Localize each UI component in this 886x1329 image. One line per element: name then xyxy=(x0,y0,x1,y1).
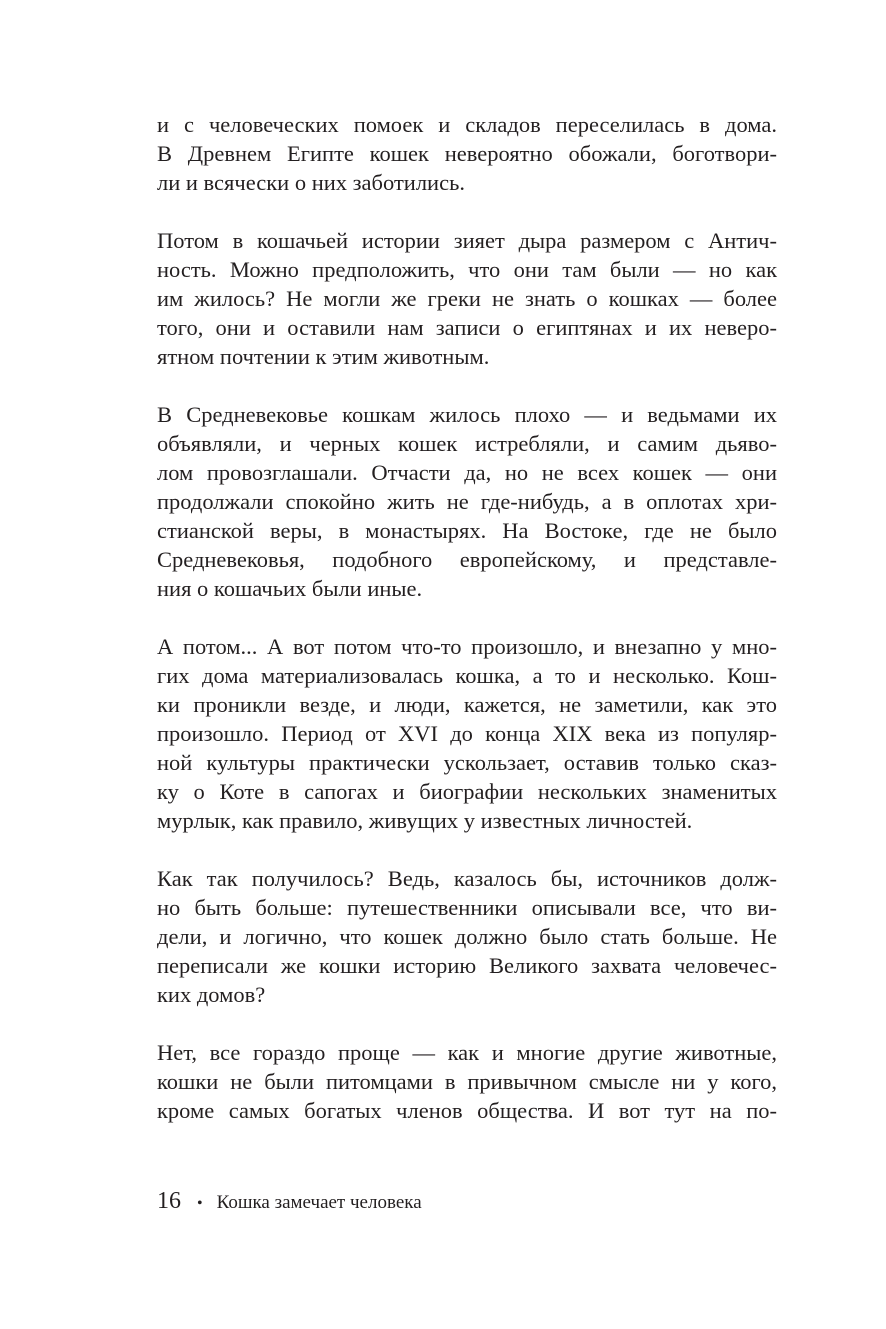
text-line: гих дома материализовалась кошка, а то и несколько. Кош- xyxy=(157,663,777,688)
text-line: ятном почтении к этим животным. xyxy=(157,344,490,369)
text-line: В Древнем Египте кошек невероятно обожали, боготвори- xyxy=(157,141,777,166)
text-line: им жилось? Не могли же греки не знать о кошках — более xyxy=(157,286,777,311)
text-line: но быть больше: путешественники описывали все, что ви- xyxy=(157,895,777,920)
text-line: переписали же кошки историю Великого захвата человечес- xyxy=(157,953,777,978)
paragraph xyxy=(157,632,777,835)
text-line: произошло. Период от XVI до конца XIX века из популяр- xyxy=(157,721,777,746)
paragraph xyxy=(157,864,777,1009)
text-line: ки проникли везде, и люди, кажется, не заметили, как это xyxy=(157,692,777,717)
page-footer xyxy=(157,1188,422,1215)
text-line: объявляли, и черных кошек истребляли, и самим дьяво- xyxy=(157,431,777,456)
paragraph xyxy=(157,226,777,371)
text-line: В Средневековье кошкам жилось плохо — и ведьмами их xyxy=(157,402,777,427)
text-line: Как так получилось? Ведь, казалось бы, источников долж- xyxy=(157,866,777,891)
text-line: ких домов? xyxy=(157,982,266,1007)
paragraph xyxy=(157,400,777,603)
text-line: кошки не были питомцами в привычном смысле ни у кого, xyxy=(157,1069,777,1094)
text-line: Нет, все гораздо проще — как и многие другие животные, xyxy=(157,1040,777,1065)
text-line: и с человеческих помоек и складов переселилась в дома. xyxy=(157,112,777,137)
text-line: стианской веры, в монастырях. На Востоке, где не было xyxy=(157,518,777,543)
text-line: Потом в кошачьей истории зияет дыра размером с Антич- xyxy=(157,228,777,253)
text-line: ли и всячески о них заботились. xyxy=(157,170,465,195)
text-line: Средневековья, подобного европейскому, и представле- xyxy=(157,547,777,572)
text-line: того, они и оставили нам записи о египтянах и их неверо- xyxy=(157,315,777,340)
text-line: лом провозглашали. Отчасти да, но не всех кошек — они xyxy=(157,460,777,485)
paragraph xyxy=(157,1038,777,1125)
text-line: ность. Можно предположить, что они там были — но как xyxy=(157,257,777,282)
paragraph xyxy=(157,110,777,197)
body-text xyxy=(157,110,777,1154)
text-line: ной культуры практически ускользает, оставив только сказ- xyxy=(157,750,777,775)
page-number: 16 xyxy=(157,1188,181,1214)
text-line: дели, и логично, что кошек должно было стать больше. Не xyxy=(157,924,777,949)
text-line: продолжали спокойно жить не где-нибудь, а в оплотах хри- xyxy=(157,489,777,514)
text-line: А потом... А вот потом что-то произошло, и внезапно у мно- xyxy=(157,634,777,659)
footer-separator: • xyxy=(197,1195,203,1212)
text-line: ния о кошачьих были иные. xyxy=(157,576,423,601)
text-line: кроме самых богатых членов общества. И вот тут на по- xyxy=(157,1098,777,1123)
text-line: ку о Коте в сапогах и биографии нескольких знаменитых xyxy=(157,779,777,804)
text-line: мурлык, как правило, живущих у известных личностей. xyxy=(157,808,693,833)
running-title: Кошка замечает человека xyxy=(216,1192,422,1213)
